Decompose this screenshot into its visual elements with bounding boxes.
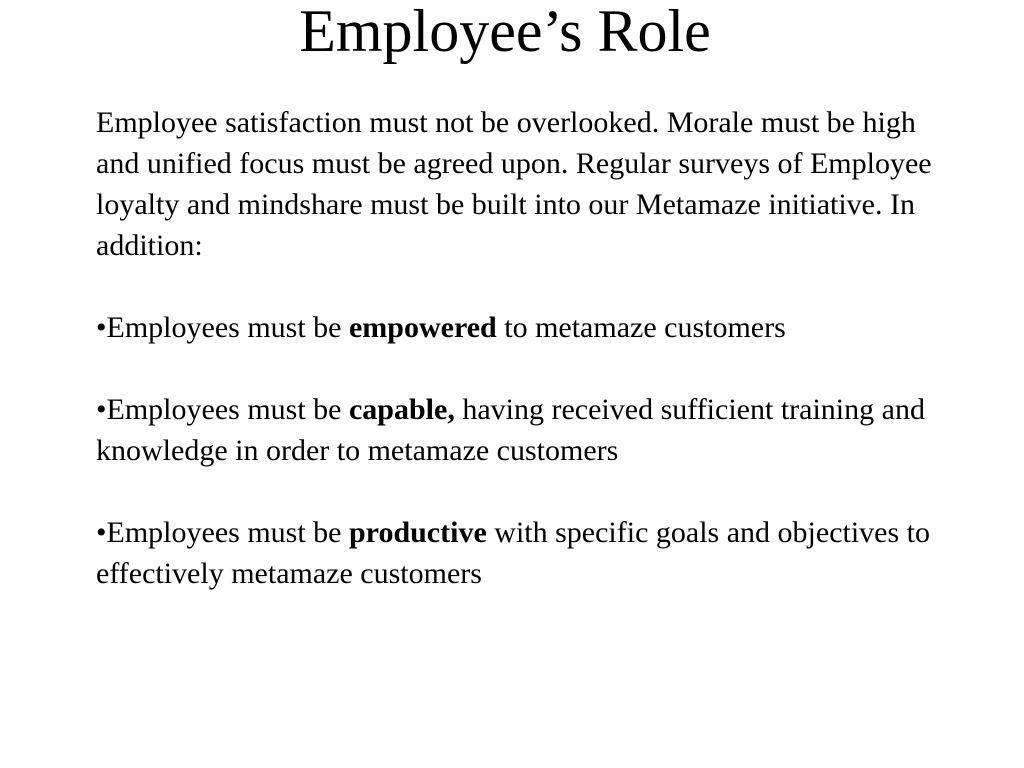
- bullet-marker: •: [96, 393, 107, 426]
- slide-title: Employee’s Role: [299, 0, 711, 64]
- bullet-marker: •: [96, 311, 107, 344]
- slide-body: [96, 102, 936, 594]
- bullet-text-suffix: with specific goals and objectives to effectively metamaze customers: [96, 516, 930, 590]
- bullet-text-suffix: having received sufficient training and knowledge in order to metamaze customers: [96, 393, 925, 467]
- bullet-text-prefix: Employees must be: [106, 311, 349, 344]
- bullet-emphasis: empowered: [348, 311, 497, 344]
- bullet-emphasis: productive: [348, 516, 487, 549]
- bullet-empowered: [96, 307, 936, 348]
- bullet-text-prefix: Employees must be: [106, 516, 349, 549]
- paragraph-spacer: [96, 266, 936, 307]
- bullet-emphasis: capable,: [348, 393, 455, 426]
- intro-paragraph: Employee satisfaction must not be overlooked. Morale must be high and unified focus must be agreed upon. Regular surveys of Employee loyalty and mindshare must be built into our Metamaze initiative. In addition:: [96, 106, 932, 262]
- bullet-capable: [96, 389, 936, 471]
- bullet-text-prefix: Employees must be: [106, 393, 349, 426]
- paragraph-spacer: [96, 471, 936, 512]
- bullet-text-suffix: to metamaze customers: [496, 311, 786, 344]
- paragraph-spacer: [96, 348, 936, 389]
- bullet-marker: •: [96, 516, 107, 549]
- bullet-productive: [96, 512, 936, 594]
